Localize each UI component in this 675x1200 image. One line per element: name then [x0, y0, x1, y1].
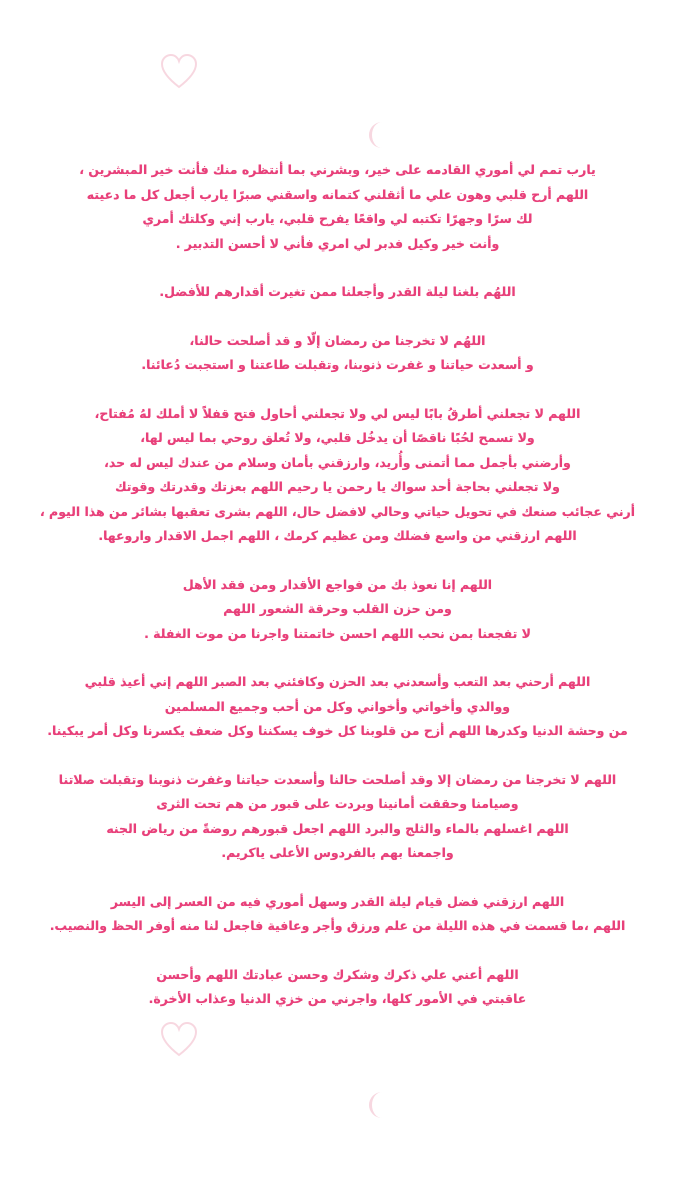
duaa-text-block: [0, 158, 675, 1036]
text-line: عاقبتي في الأمور كلها، واجرني من خزي الدنيا وعذاب الأخرة.: [148, 991, 527, 1006]
text-line: لك سرًا وجهرًا تكتبه لي واقعًا يفرح قلبي، يارب إني وكلتك أمري: [142, 211, 533, 226]
text-line: أرني عجائب صنعك في تحويل حياتي وحالي لافضل حال، اللهم بشرى تعقبها بشائر من هذا اليوم ،: [39, 503, 636, 519]
text-line: ولا تجعلني بحاجة أحد سواك يا رحمن يا رحيم اللهم بعزتك وقدرتك وقوتك: [115, 479, 560, 494]
text-line: اللهُم لا تخرجنا من رمضان إلّا و قد أصلحت حالنا،: [189, 332, 486, 348]
text-line: اللهم ،ما قسمت في هذه الليلة من علم ورزق وأجر وعافية فاجعل لنا منه أوفر الحظ والنصيب.: [49, 918, 626, 933]
text-line: اللهم أرحني بعد التعب وأسعدني بعد الحزن وكافئني بعد الصبر اللهم إني أعيذ قلبي: [84, 674, 591, 689]
paragraph: [0, 158, 675, 256]
paragraph: [0, 768, 675, 866]
text-line: اللهم أرح قلبي وهون علي ما أثقلني كتمانه واسقني صبرًا يارب أجعل كل ما دعيته: [86, 186, 589, 202]
text-line: واجمعنا بهم بالفردوس الأعلى ياكريم.: [221, 845, 454, 860]
text-line: ووالدي وأخواتي وأخواني وكل من أحب وجميع المسلمين: [164, 698, 511, 714]
paragraph: [0, 280, 675, 305]
text-line: ومن حزن القلب وحرقة الشعور اللهم: [223, 601, 452, 616]
crescent-moon-icon: [368, 120, 390, 150]
text-line: وأنت خير وكيل فدبر لي امري فأني لا أحسن التدبير .: [175, 235, 500, 251]
paragraph: [0, 890, 675, 939]
text-line: اللهم أعني علي ذكرك وشكرك وحسن عبادتك اللهم وأحسن: [156, 966, 519, 982]
paragraph: [0, 329, 675, 378]
text-line: من وحشة الدنيا وكدرها اللهم أزح من قلوبنا كل خوف يسكننا وكل ضعف يكسرنا وكل أمر يبكينا.: [47, 723, 628, 738]
text-line: اللهم ارزقني من واسع فضلك ومن عظيم كرمك ، اللهم اجمل الاقدار واروعها.: [98, 528, 577, 543]
text-line: اللهم إنا نعوذ بك من فواجع الأقدار ومن فقد الأهل: [182, 576, 493, 592]
paragraph: [0, 963, 675, 1012]
text-line: و أسعدت حياتنا و غفرت ذنوبنا، وتقبلت طاعتنا و استجبت دُعائنا.: [141, 357, 534, 372]
text-line: اللهُم بلغنا ليلة القدر وأجعلنا ممن تغيرت أقدارهم للأفضل.: [159, 284, 516, 299]
text-line: اللهم لا تجعلني أطرقُ بابًا ليس لي ولا تجعلني أحاول فتح قفلاً لا أملك لهُ مُفتاح،: [94, 405, 581, 421]
paragraph: [0, 402, 675, 549]
heart-icon: [160, 54, 198, 90]
text-line: اللهم لا تخرجنا من رمضان إلا وقد أصلحت حالنا وأسعدت حياتنا وغفرت ذنوبنا وتقبلت صلاتنا: [58, 771, 617, 787]
paragraph: [0, 573, 675, 647]
text-line: اللهم اغسلهم بالماء والثلج والبرد اللهم اجعل قبورهم روضةً من رياض الجنه: [106, 820, 569, 836]
text-line: وصيامنا وحققت أمانينا وبردت على قبور من هم تحت الثرى: [156, 796, 519, 811]
text-line: اللهم ارزقني فضل قيام ليلة القدر وسهل أموري فيه من العسر إلى اليسر: [110, 893, 565, 909]
crescent-moon-icon: [368, 1090, 390, 1120]
text-line: ولا تسمح لحُبًا ناقصًا أن يدخُل قلبي، ولا تُعلق روحي بما ليس لها،: [140, 430, 535, 445]
text-line: لا تفجعنا بمن نحب اللهم احسن خاتمتنا واجرنا من موت الغفلة .: [144, 625, 531, 641]
paragraph: [0, 670, 675, 744]
text-line: وأرضني بأجمل مما أتمنى وأُريد، وارزقني بأمان وسلام من عندك ليس له حد،: [104, 454, 571, 470]
text-line: يارب تمم لي أموري القادمه على خير، وبشرني بما أنتظره منك فأنت خير المبشرين ،: [79, 162, 596, 177]
